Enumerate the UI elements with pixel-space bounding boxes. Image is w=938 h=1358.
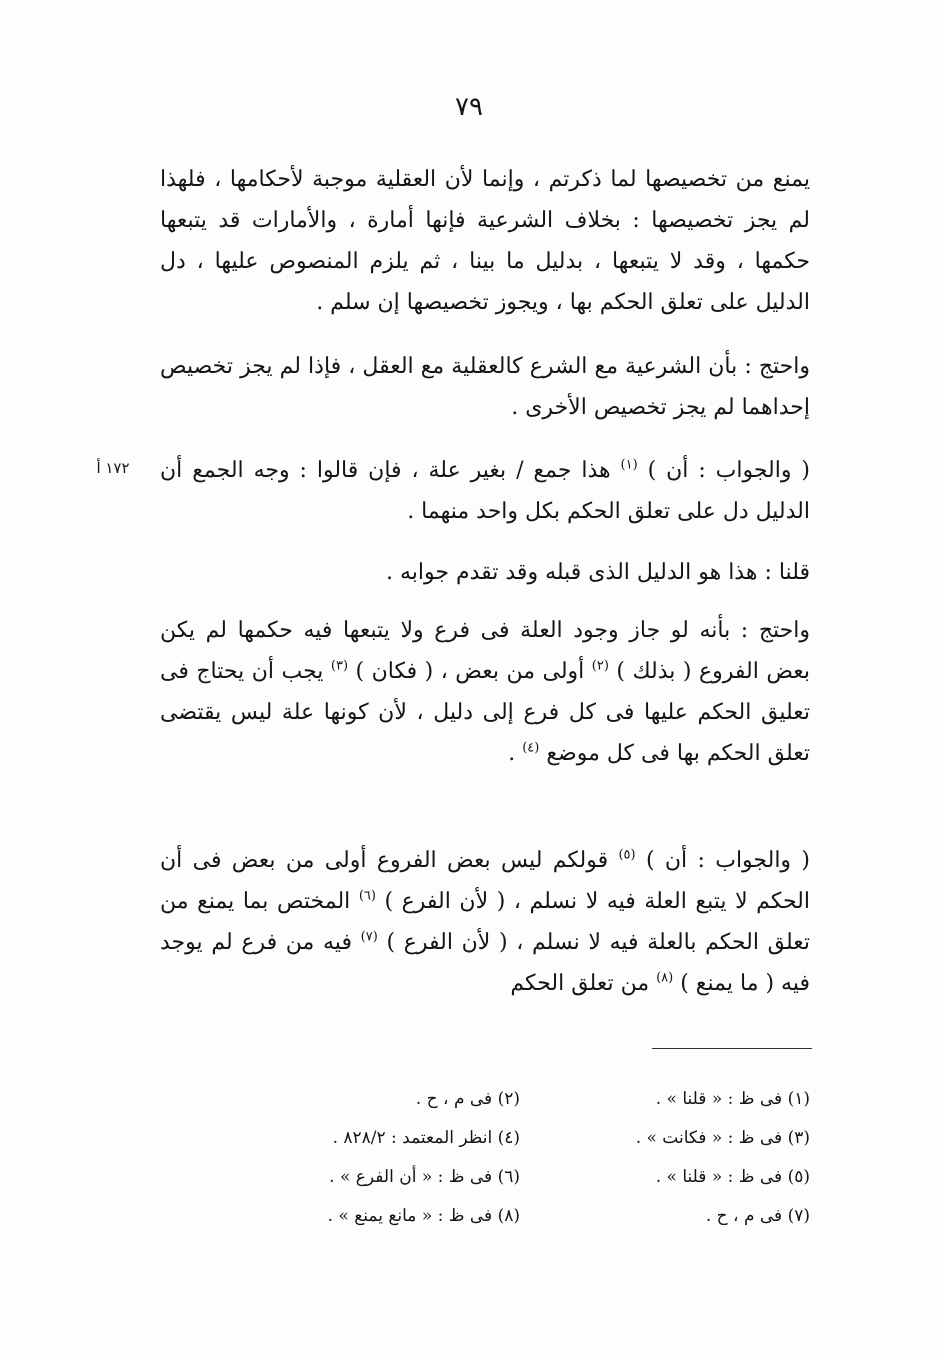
footnote-ref-2: (٢) [591,658,609,674]
paragraph-3 [160,450,810,532]
footnote-6: (٦) فى ظ : « أن الفرع » . [329,1167,520,1187]
footnote-1: (١) فى ظ : « قلنا » . [655,1089,810,1109]
page-number: ٧٩ [455,92,483,122]
paragraph-2: واحتج : بأن الشرعية مع الشرع كالعقلية مع العقل ، فإذا لم يجز تخصيص إحداهما لم يجز تخصيص الأخرى . [160,354,810,420]
paragraph-5 [160,610,810,774]
footnote-7: (٧) فى م ، ح . [705,1206,810,1226]
footnote-ref-5: (٥) [618,847,636,863]
manuscript-folio-note: ١٧٢ أ [96,459,130,477]
footnote-ref-8: (٨) [656,970,674,986]
paragraph-5-part-d: . [508,741,523,766]
footnote-4: (٤) انظر المعتمد : ٨٢٨/٢ . [332,1128,520,1148]
footnote-ref-6: (٦) [358,888,376,904]
paragraph-6-part-a: ( والجواب : أن ) [635,848,810,873]
footnote-divider [652,1048,812,1049]
footnote-5: (٥) فى ظ : « قلنا » . [655,1167,810,1187]
footnote-3: (٣) فى ظ : « فكانت » . [635,1128,810,1148]
footnote-2: (٢) فى م ، ح . [415,1089,520,1109]
footnote-ref-3: (٣) [330,658,349,674]
paragraph-5-part-a: واحتج : بأنه لو جاز وجود العلة فى فرع ولا يتبعها فيه حكمها لم يكن بعض الفروع ( بذلك ) [160,618,811,684]
paragraph-1: يمنع من تخصيصها لما ذكرتم ، وإنما لأن العقلية موجبة لأحكامها ، فلهذا لم يجز تخصيصها : بخلاف الشرعية فإنها أمارة ، والأمارات قد يتبعها حكمها ، وقد لا يتبعها ، بدليل ما بينا ، ثم يلزم المنصوص عليها ، دل الدليل على تعلق الحكم بها ، ويجوز تخصيصها إن سلم . [160,167,810,315]
footnotes [220,1080,810,1236]
paragraph-6-part-d: فيه من فرع لم يوجد فيه ( ما يمنع ) [160,930,810,996]
paragraph-6-part-c: المختص بما يمنع من تعلق الحكم بالعلة فيه لا نسلم ، ( لأن الفرع ) [160,889,810,955]
footnote-8: (٨) فى ظ : « مانع يمنع » . [327,1206,520,1226]
footnote-ref-4: (٤) [522,740,540,756]
paragraph-6-part-b: قولكم ليس بعض الفروع أولى من بعض فى أن الحكم لا يتبع العلة فيه لا نسلم ، ( لأن الفرع ) [160,848,810,914]
paragraph-6-part-e: من تعلق الحكم [510,971,657,996]
paragraph-3-part-a: ( والجواب : أن ) [637,458,810,483]
paragraph-4: قلنا : هذا هو الدليل الذى قبله وقد تقدم جوابه . [386,560,810,585]
paragraph-5-part-b: أولى من بعض ، ( فكان ) [348,659,592,684]
paragraph-6 [160,840,810,1004]
paragraph-3-part-b: هذا جمع / بغير علة ، فإن قالوا : وجه الجمع أن الدليل دل على تعلق الحكم بكل واحد منهما . [160,458,810,524]
footnote-ref-7: (٧) [360,929,378,945]
paragraph-5-part-c: يجب أن يحتاج فى تعليق الحكم عليها فى كل فرع إلى دليل ، لأن كونها علة ليس يقتضى تعلق الحكم بها فى كل موضع [160,659,810,766]
footnote-ref-1: (١) [620,457,638,473]
